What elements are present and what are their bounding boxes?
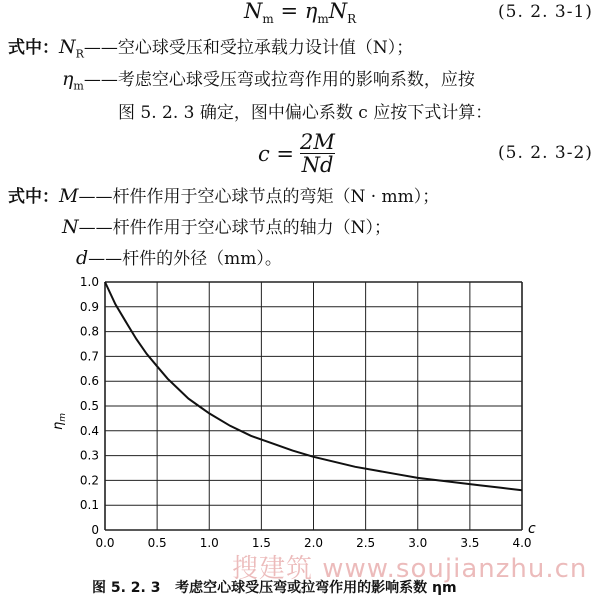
symbol-n-axial: N xyxy=(62,216,79,238)
eq1-var: N xyxy=(328,0,348,23)
y-tick-label-9: 0.9 xyxy=(79,299,99,314)
x-tick-label-0: 0.0 xyxy=(95,536,115,550)
eq1-lhs: N xyxy=(244,0,263,23)
definition-d xyxy=(76,244,282,269)
figure-caption-text: 考虑空心球受压弯或拉弯作用的影响系数 ηm xyxy=(175,580,457,596)
x-tick-label-7: 3.5 xyxy=(460,536,480,550)
where-label-2: 式中： xyxy=(8,187,59,207)
y-tick-label-10: 1.0 xyxy=(79,275,99,289)
y-tick-label-8: 0.8 xyxy=(79,324,99,339)
eq1-coef-sub: m xyxy=(317,12,329,27)
x-tick-label-1: 0.5 xyxy=(147,536,167,550)
x-tick-label-3: 1.5 xyxy=(251,536,271,550)
y-tick-label-3: 0.3 xyxy=(79,448,99,463)
definition-eta-text: ——考虑空心球受压弯或拉弯作用的影响系数，应按 xyxy=(83,70,475,90)
chart-grid xyxy=(105,282,522,530)
x-tick-label-5: 2.5 xyxy=(356,536,376,550)
influence-coefficient-chart xyxy=(0,270,615,570)
y-tick-label-2: 0.2 xyxy=(79,473,99,488)
definition-nr-text: ——空心球受压和受拉承载力设计值（N）； xyxy=(83,38,414,58)
y-tick-label-1: 0.1 xyxy=(79,498,99,513)
watermark: 搜建筑 www.soujianzhu.cn xyxy=(232,554,588,584)
equation-5-2-3-1 xyxy=(244,0,356,26)
y-tick-label-5: 0.5 xyxy=(79,399,99,413)
eq2-lhs: c = xyxy=(258,141,295,166)
y-tick-label-6: 0.6 xyxy=(79,374,99,389)
symbol-m: M xyxy=(59,185,79,207)
chart-y-axis-label xyxy=(51,413,68,430)
definition-eta-continuation: 图 5. 2. 3 确定，图中偏心系数 c 应按下式计算： xyxy=(118,103,493,123)
symbol-n-sub: R xyxy=(75,47,84,61)
figure-caption-label: 图 5. 2. 3 xyxy=(92,580,161,596)
eq2-denominator: Nd xyxy=(301,153,334,177)
y-tick-label-4: 0.4 xyxy=(79,423,99,438)
y-label-sub: m xyxy=(58,412,68,422)
definition-d-text: ——杆件的外径（mm）。 xyxy=(88,249,282,269)
equation-5-2-3-2 xyxy=(258,131,341,176)
definition-nr xyxy=(8,33,413,60)
definition-m xyxy=(8,182,439,207)
equation-number-2: (5. 2. 3-2) xyxy=(498,143,593,163)
definition-n-text: ——杆件作用于空心球节点的轴力（N）； xyxy=(78,218,391,238)
chart-ticks xyxy=(80,275,532,550)
definition-m-text: ——杆件作用于空心球节点的弯矩（N · mm）； xyxy=(78,187,440,207)
equation-number-1: (5. 2. 3-1) xyxy=(498,2,593,22)
y-tick-label-0: 0 xyxy=(91,523,99,537)
x-tick-label-8: 4.0 xyxy=(512,536,532,550)
eq2-fraction xyxy=(298,131,337,176)
x-tick-label-6: 3.0 xyxy=(408,536,428,550)
eq1-equals: = xyxy=(273,0,305,23)
x-tick-label-2: 1.0 xyxy=(199,536,219,550)
chart-x-axis-label: c xyxy=(528,521,536,537)
symbol-d: d xyxy=(76,247,89,269)
symbol-eta: η xyxy=(62,68,74,90)
eq1-lhs-sub: m xyxy=(262,12,274,27)
eq2-numerator: 2M xyxy=(300,130,335,154)
symbol-eta-sub: m xyxy=(73,79,84,93)
definition-n xyxy=(62,213,391,238)
definition-eta-m xyxy=(62,65,475,92)
x-tick-label-4: 2.0 xyxy=(303,536,324,550)
symbol-n: N xyxy=(59,36,76,58)
eq1-coef: η xyxy=(304,0,318,23)
y-label-main: η xyxy=(51,421,66,430)
where-label-1: 式中： xyxy=(8,38,59,58)
y-tick-label-7: 0.7 xyxy=(79,349,99,364)
eq1-var-sub: R xyxy=(347,12,357,27)
